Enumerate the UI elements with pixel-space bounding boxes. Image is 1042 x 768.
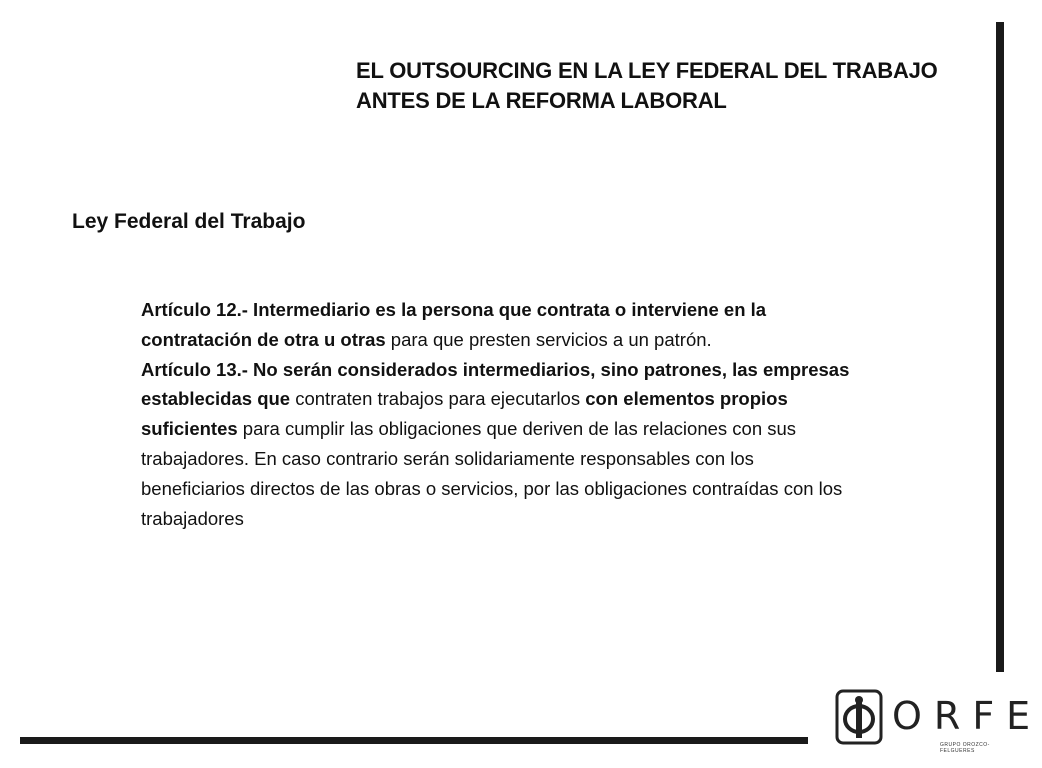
slide-title <box>356 56 996 116</box>
articulo-12 <box>141 295 851 355</box>
article-text <box>141 295 851 533</box>
articulo-13-normal-2: para cumplir las obligaciones que deriven de las relaciones con sus trabajadores. En caso contrario serán solidariamente responsables con los beneficiarios directos de las obras o servicios, por las obligaciones contraídas con los trabajadores <box>141 418 843 529</box>
vertical-divider <box>996 22 1004 672</box>
articulo-13-bold-2: con elementos propios suficientes <box>141 388 788 440</box>
slide-title-line-1: EL OUTSOURCING EN LA LEY FEDERAL DEL TRABAJO <box>356 58 938 83</box>
articulo-13 <box>141 355 851 534</box>
logo-wordmark: ORFE <box>892 694 1042 738</box>
horizontal-divider <box>20 737 808 744</box>
articulo-13-normal-1: contraten trabajos para ejecutarlos <box>290 388 586 410</box>
section-heading: Ley Federal del Trabajo <box>72 210 306 233</box>
logo-subtitle: GRUPO OROZCO-FELGUERES <box>940 742 990 754</box>
orfe-phi-logo-mark-icon <box>836 690 882 744</box>
articulo-12-normal: para que presten servicios a un patrón. <box>385 328 712 350</box>
articulo-12-bold: Artículo 12.- Intermediario es la persona que contrata o interviene en la contratación de otra u otras <box>141 299 767 350</box>
articulo-13-bold-1: Artículo 13.- No serán considerados intermediarios, sino patrones, las empresas establecidas que <box>141 358 850 410</box>
orfe-logo <box>836 690 1042 754</box>
slide-title-line-2: ANTES DE LA REFORMA LABORAL <box>356 88 727 113</box>
